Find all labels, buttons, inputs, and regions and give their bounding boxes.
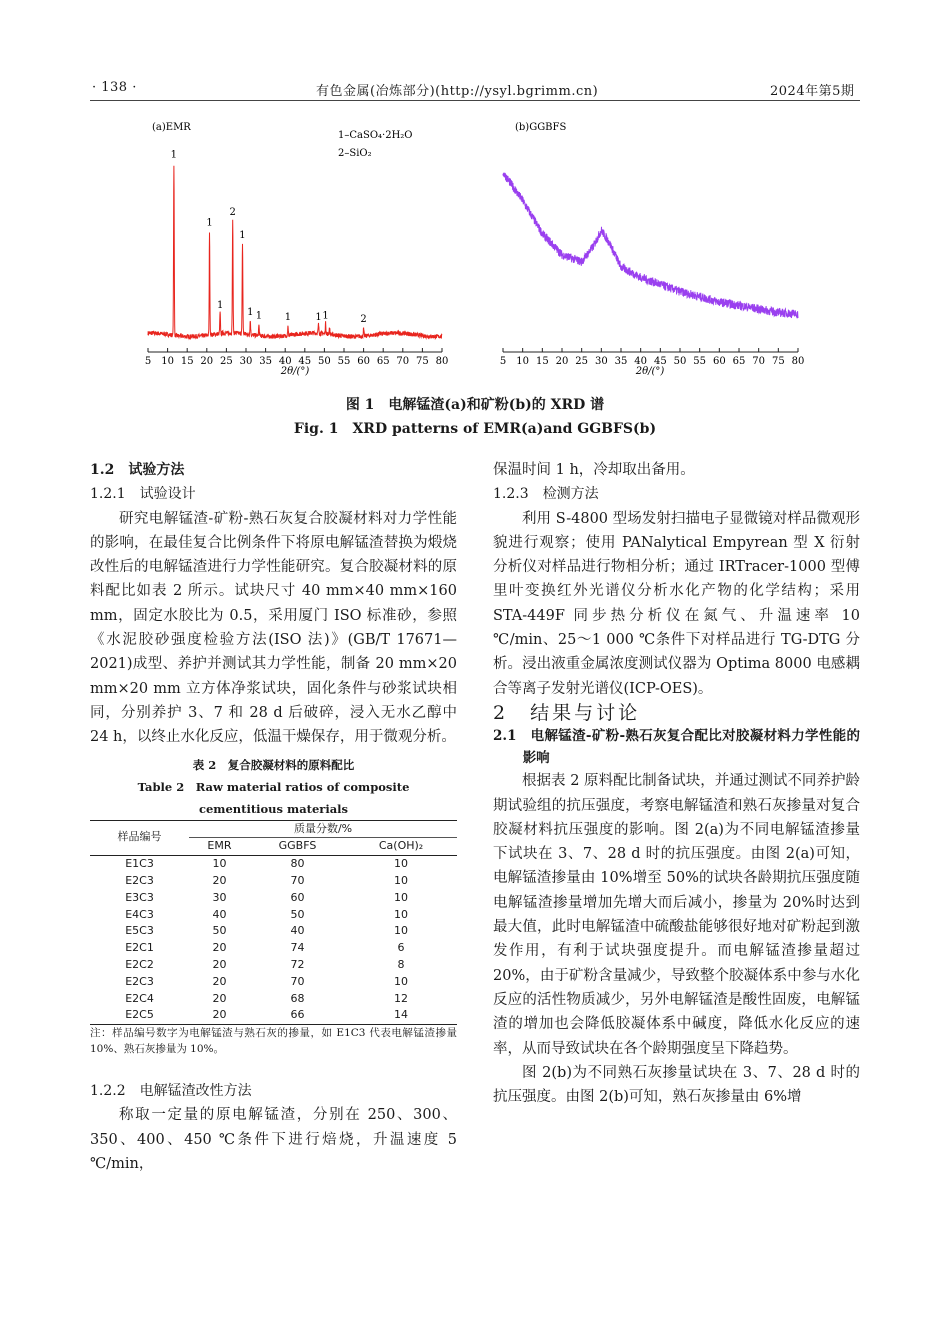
table-cell: E2C2	[125, 957, 154, 971]
paragraph-continued: 保温时间 1 h，冷却取出备用。	[493, 462, 695, 478]
section-1-2-1-heading: 1.2.1 试验设计	[90, 486, 196, 503]
x-tick-label: 70	[752, 356, 766, 367]
peak-label: 1	[284, 312, 292, 323]
x-tick-label: 55	[337, 356, 351, 367]
table-row	[90, 1007, 457, 1024]
legend-item-caso4: 1–CaSO₄·2H₂O	[338, 130, 413, 141]
x-tick-label: 60	[357, 356, 370, 367]
section-2-1-heading: 2.1 电解锰渣-矿粉-熟石灰复合配比对胶凝材料力学性能的影响	[493, 728, 860, 767]
table-cell: 50	[290, 907, 305, 921]
peak-label: 1	[322, 310, 329, 322]
x-tick-label: 70	[396, 356, 410, 367]
xrd-figure	[90, 112, 860, 387]
table-cell: 70	[290, 974, 305, 988]
table-cell: 74	[290, 941, 305, 955]
table-cell: 66	[290, 1008, 305, 1022]
table-row	[90, 991, 457, 1008]
x-tick-label: 45	[298, 356, 312, 367]
peak-labels	[171, 149, 367, 325]
x-tick-label: 65	[376, 356, 390, 367]
table-row	[90, 974, 457, 991]
table-cell: 10	[394, 857, 409, 871]
table-col-emr: EMR	[207, 839, 232, 853]
table-cell: 10	[394, 890, 409, 904]
section-1-2-2-heading: 1.2.2 电解锰渣改性方法	[90, 1083, 252, 1100]
raw-material-table	[90, 820, 457, 1026]
x-tick-label: 50	[673, 356, 687, 367]
paragraph-results-2b: 图 2(b)为不同熟石灰掺量试块在 3、7、28 d 时的抗压强度。由图 2(b)可知，熟石灰掺量由 6%增	[493, 1064, 860, 1106]
table-cell: 40	[290, 924, 305, 938]
x-tick-label: 35	[614, 356, 628, 367]
table-cell: 30	[212, 890, 227, 904]
table-cell: 80	[290, 857, 305, 871]
table-head-sample-id: 样品编号	[117, 830, 162, 844]
left-column	[90, 458, 457, 1176]
paragraph-experiment-design: 研究电解锰渣-矿粉-熟石灰复合胶凝材料对力学性能的影响，在最佳复合比例条件下将原电解锰渣替换为煅烧改性后的电解锰渣进行力学性能研究。复合胶凝材料的原料配比如表 2 所示。试块尺寸 40 mm×40 mm×160 mm，固定水胶比为 0.5，采用厦门 ISO 标准砂，参照《水泥胶砂强度检验方法(ISO 法)》(GB/T 17671—2021)成型、养护并测试其力学性能，制备 20 mm×20 mm×20 mm 立方体净浆试块，固化条件与砂浆试块相同，分别养护 3、7 和 28 d 后破碎，浸入无水乙醇中 24 h，以终止水化反应，低温干燥保存，用于微观分析。	[90, 510, 457, 746]
xrd-chart-svg	[90, 112, 860, 387]
table-cell: 40	[212, 907, 227, 921]
table-cell: 20	[212, 873, 227, 887]
x-tick-label: 5	[144, 356, 152, 367]
table-cell: E2C3	[125, 974, 154, 988]
right-column	[493, 458, 860, 1109]
table-caption-en-line2: cementitious materials	[198, 801, 348, 816]
table-caption-cn: 表 2 复合胶凝材料的原料配比	[192, 757, 355, 772]
x-tick-label: 20	[200, 356, 214, 367]
peak-label: 1	[170, 149, 178, 161]
table-cell: E1C3	[125, 857, 154, 871]
section-1-2-heading: 1.2 试验方法	[90, 462, 185, 478]
x-tick-label: 25	[575, 356, 589, 367]
panel-b-xlabel: 2θ/(°)	[635, 366, 665, 377]
x-tick-label: 20	[555, 356, 569, 367]
table-col-ggbfs: GGBFS	[278, 839, 317, 853]
table-cell: 72	[290, 957, 305, 971]
section-1-2-3-heading: 1.2.3 检测方法	[493, 486, 599, 503]
table-cell: E2C4	[125, 991, 154, 1005]
x-tick-label: 35	[259, 356, 272, 367]
table-row	[90, 873, 457, 890]
table-row	[90, 957, 457, 974]
table-note: 注：样品编号数字为电解锰渣与熟石灰的掺量，如 E1C3 代表电解锰渣掺量 10%、熟石灰掺量为 10%。	[90, 1027, 457, 1056]
x-tick-label: 50	[318, 356, 331, 367]
x-tick-label: 15	[535, 356, 549, 367]
table-cell: E3C3	[125, 890, 154, 904]
table-cell: 60	[290, 890, 305, 904]
paragraph-results-2a: 根据表 2 原料配比制备试块，并通过测试不同养护龄期试验组的抗压强度，考察电解锰渣和熟石灰掺量对复合胶凝材料抗压强度的影响。图 2(a)为不同电解锰渣掺量下试块在 3、7、28 d 时的抗压强度。由图 2(a)可知，电解锰渣掺量由 10%增至 50%的试块各龄期抗压强度随电解锰渣掺量增加先增大而后减小，掺量为 20%时达到最大值，此时电解锰渣中硫酸盐能够很好地对矿粉起到激发作用，有利于试块强度提升。而电解锰渣掺量超过 20%，由于矿粉含量减少，导致整个胶凝体系中参与水化反应的活性物质减少，另外电解锰渣是酸性固废，电解锰渣的增加也会降低胶凝体系中碱度，降低水化反应的速率，从而导致试块在各个龄期强度呈下降趋势。	[493, 773, 860, 1057]
table-cell: 14	[394, 1008, 409, 1022]
table-caption-en-line1: Table 2 Raw material ratios of composite	[137, 779, 410, 794]
peak-label: 1	[216, 299, 224, 311]
figure-caption-cn: 图 1 电解锰渣(a)和矿粉(b)的 XRD 谱	[345, 397, 605, 413]
ggbfs-xrd-line	[503, 173, 798, 319]
x-tick-label: 55	[693, 356, 707, 367]
table-cell: 10	[394, 907, 409, 921]
issue-label: 2024年第5期	[770, 84, 855, 99]
legend-item-sio2: 2–SiO₂	[338, 148, 372, 159]
peak-label: 2	[360, 313, 367, 325]
x-tick-label: 30	[594, 356, 608, 367]
page-number: · 138 ·	[92, 80, 137, 95]
panel-b-label: (b)GGBFS	[515, 122, 567, 133]
paragraph-detection-methods: 利用 S-4800 型场发射扫描电子显微镜对样品微观形貌进行观察；使用 PANalytical Empyrean 型 X 衍射分析仪对样品进行物相分析；通过 IRTracer-1000 型傅里叶变换红外光谱仪分析水化产物的化学结构；采用 STA-449F 同步热分析仪在氮气、升温速率 10 ℃/min、25～1 000 ℃条件下对样品进行 TG-DTG 分析。浸出液重金属浓度测试仪器为 Optima 8000 电感耦合等离子发射光谱仪(ICP-OES)。	[493, 510, 860, 697]
x-tick-label: 15	[180, 356, 194, 367]
table-cell: 10	[394, 924, 409, 938]
table-row	[90, 856, 457, 873]
table-cell: 20	[212, 1008, 227, 1022]
panel-b-axis	[500, 348, 805, 367]
table-row	[90, 940, 457, 957]
table-cell: E2C1	[125, 941, 154, 955]
x-tick-label: 60	[712, 356, 726, 367]
table-cell: 10	[394, 873, 409, 887]
panel-a-label: (a)EMR	[152, 122, 191, 133]
table-cell: E4C3	[125, 907, 154, 921]
table-row	[90, 907, 457, 924]
paragraph-modification-method: 称取一定量的原电解锰渣，分别在 250、300、350、400、450 ℃条件下进行焙烧，升温速度 5 ℃/min，	[90, 1107, 457, 1173]
x-tick-label: 30	[239, 356, 253, 367]
peak-label: 2	[229, 207, 236, 218]
header-rule	[90, 100, 860, 101]
table-cell: 8	[397, 957, 405, 971]
table-cell: 50	[212, 924, 227, 938]
table-cell: 6	[397, 941, 405, 955]
figure-caption-en: Fig. 1 XRD patterns of EMR(a)and GGBFS(b)	[293, 421, 657, 437]
section-2-heading: 2 结果与讨论	[493, 701, 641, 724]
table-cell: E2C5	[125, 1008, 154, 1022]
table-cell: 10	[212, 857, 227, 871]
peak-label: 1	[255, 310, 263, 322]
table-row	[90, 890, 457, 907]
x-tick-label: 45	[653, 356, 667, 367]
panel-a-xlabel: 2θ/(°)	[280, 366, 310, 377]
journal-title: 有色金属(冶炼部分)(http://ysyl.bgrimm.cn)	[316, 84, 599, 99]
table-cell: 20	[212, 957, 227, 971]
x-tick-label: 40	[278, 356, 292, 367]
table-cell: 20	[212, 991, 227, 1005]
x-tick-label: 25	[220, 356, 233, 367]
x-tick-label: 40	[634, 356, 648, 367]
x-tick-label: 80	[435, 356, 449, 367]
table-head-mass-fraction: 质量分数/%	[189, 820, 457, 838]
table-cell: 10	[394, 974, 409, 988]
emr-xrd-line	[148, 166, 442, 339]
table-cell: E2C3	[125, 873, 154, 887]
table-row	[90, 923, 457, 940]
peak-label: 1	[315, 312, 322, 323]
table-cell: 68	[290, 991, 305, 1005]
peak-label: 1	[239, 229, 246, 241]
x-tick-label: 10	[161, 356, 174, 367]
x-tick-label: 5	[499, 356, 507, 367]
x-tick-label: 75	[416, 356, 429, 367]
table-cell: 12	[394, 991, 409, 1005]
x-tick-label: 80	[791, 356, 805, 367]
table-cell: 20	[212, 941, 227, 955]
x-tick-label: 75	[771, 356, 785, 367]
table-col-caoh2: Ca(OH)₂	[378, 839, 424, 853]
x-tick-label: 65	[732, 356, 746, 367]
peak-label: 1	[206, 217, 213, 229]
table-cell: 20	[212, 974, 227, 988]
table-cell: E5C3	[125, 924, 154, 938]
panel-a-axis	[145, 348, 449, 367]
x-tick-label: 10	[516, 356, 530, 367]
peak-label: 1	[247, 306, 254, 318]
table-cell: 70	[290, 873, 305, 887]
